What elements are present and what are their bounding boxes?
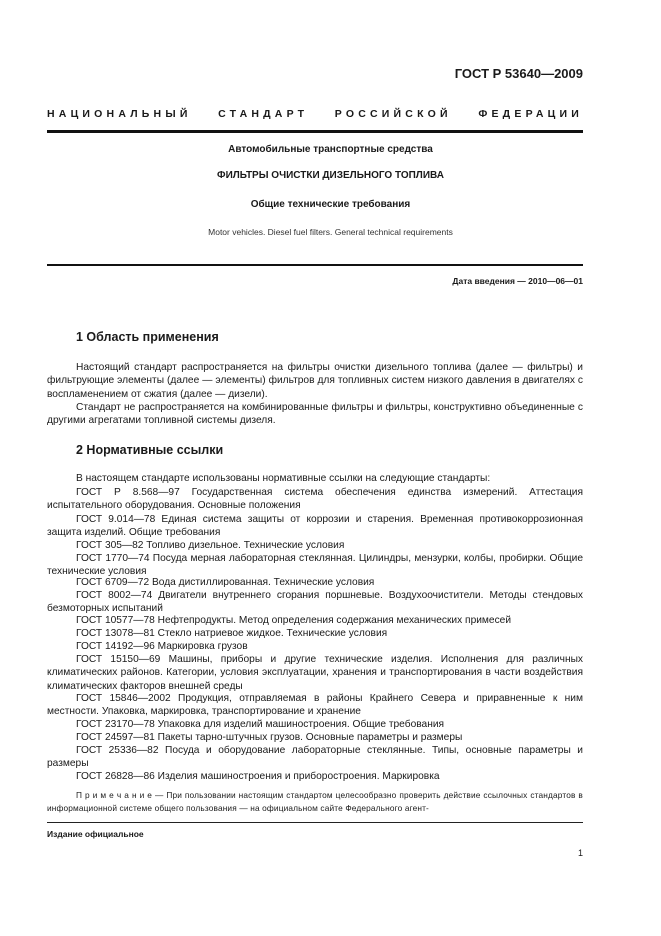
references-note: П р и м е ч а н и е — При пользовании настоящим стандартом целесообразно проверить действие ссылочных стандартов в информационной системе общего пользования — на официальном сайте Федерального агент- [47, 790, 583, 813]
reference-item: ГОСТ 10577—78 Нефтепродукты. Метод определения содержания механических примесей [76, 615, 512, 626]
reference-item: ГОСТ 24597—81 Пакеты тарно-штучных грузов. Основные параметры и размеры [76, 732, 463, 743]
main-title: ФИЛЬТРЫ ОЧИСТКИ ДИЗЕЛЬНОГО ТОПЛИВА [217, 170, 444, 181]
scope-paragraph-1: Настоящий стандарт распространяется на фильтры очистки дизельного топлива (далее — фильтры) и фильтрующие элементы (далее — элементы) фильтров для топливных систем низкого давления в двигателях с воспламенением от сжатия (далее — дизели). [47, 362, 583, 400]
section-heading-scope: 1 Область применения [76, 330, 219, 344]
section-heading-references: 2 Нормативные ссылки [76, 443, 224, 457]
page-number: 1 [577, 848, 583, 858]
references-intro: В настоящем стандарте использованы нормативные ссылки на следующие стандарты: [76, 473, 491, 484]
title-rule [47, 264, 583, 266]
reference-item: ГОСТ 305—82 Топливо дизельное. Технические условия [76, 540, 345, 551]
reference-item: ГОСТ 13078—81 Стекло натриевое жидкое. Технические условия [76, 628, 388, 639]
reference-item: ГОСТ 8002—74 Двигатели внутреннего сгорания поршневые. Воздухоочистители. Методы стендовых безмоторных испытаний [47, 590, 583, 615]
reference-item: ГОСТ 15150—69 Машины, приборы и другие технические изделия. Исполнения для различных климатических районов. Категории, условия эксплуатации, хранения и транспортирования в части воздействия климатических факторов внешней среды [47, 654, 583, 692]
header-rule [47, 130, 583, 133]
reference-item: ГОСТ 23170—78 Упаковка для изделий машиностроения. Общие требования [76, 719, 445, 730]
gost-code: ГОСТ Р 53640—2009 [454, 66, 583, 81]
english-title: Motor vehicles. Diesel fuel filters. General technical requirements [208, 227, 453, 237]
scope-paragraph-2: Стандарт не распространяется на комбинированные фильтры и фильтры, конструктивно объединенные с другими агрегатами топливной системы дизеля. [47, 402, 583, 427]
reference-item: ГОСТ Р 8.568—97 Государственная система обеспечения единства измерений. Аттестация испытательного оборудования. Основные положения [47, 487, 583, 512]
edition-label: Издание официальное [47, 829, 144, 839]
reference-item: ГОСТ 6709—72 Вода дистиллированная. Технические условия [76, 577, 375, 588]
sub-title: Общие технические требования [250, 199, 411, 210]
reference-item: ГОСТ 25336—82 Посуда и оборудование лабораторные стеклянные. Типы, основные параметры и размеры [47, 745, 583, 770]
reference-item: ГОСТ 9.014—78 Единая система защиты от коррозии и старения. Временная противокоррозионная защита изделий. Общие требования [47, 514, 583, 539]
reference-item: ГОСТ 26828—86 Изделия машиностроения и приборостроения. Маркировка [76, 771, 440, 782]
reference-item: ГОСТ 14192—96 Маркировка грузов [76, 641, 248, 652]
reference-item: ГОСТ 1770—74 Посуда мерная лабораторная стеклянная. Цилиндры, мензурки, колбы, пробирки. Общие технические условия [47, 553, 583, 578]
footer-rule [47, 822, 583, 823]
reference-item: ГОСТ 15846—2002 Продукция, отправляемая в районы Крайнего Севера и приравненные к ним местности. Упаковка, маркировка, транспортирование и хранение [47, 693, 583, 718]
category-title: Автомобильные транспортные средства [228, 144, 433, 155]
intro-date: Дата введения — 2010—06—01 [452, 276, 583, 286]
national-standard-banner: НАЦИОНАЛЬНЫЙ СТАНДАРТ РОССИЙСКОЙ ФЕДЕРАЦИИ [47, 108, 583, 120]
